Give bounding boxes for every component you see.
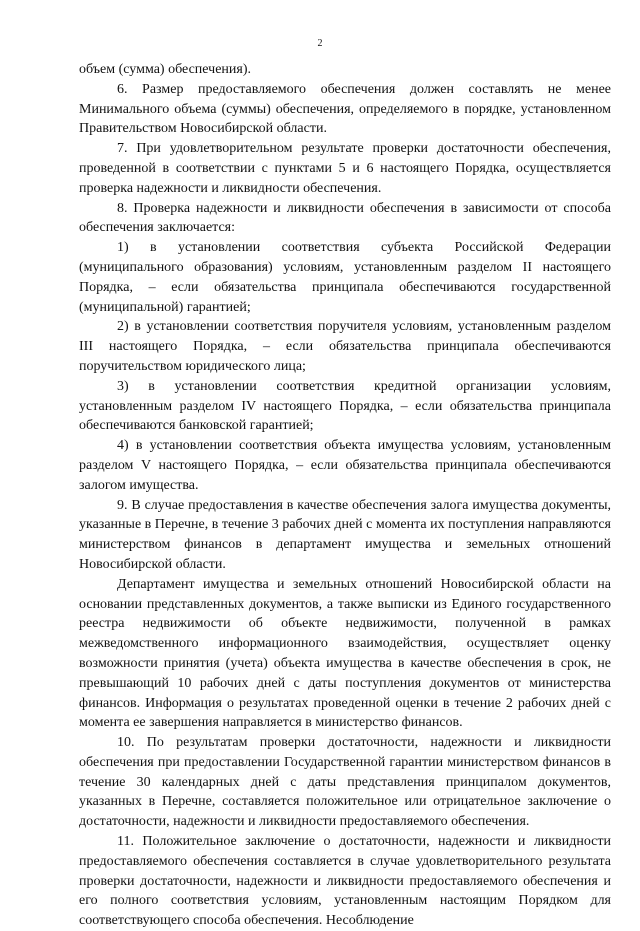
- document-body: [79, 60, 611, 931]
- paragraph-item-7: 7. При удовлетворительном результате проверки достаточности обеспечения, проведенной в соответствии с пунктами 5 и 6 настоящего Порядка, осуществляется проверка надежности и ликвидности обеспечения.: [79, 141, 611, 196]
- paragraph-item-8: 8. Проверка надежности и ликвидности обеспечения в зависимости от способа обеспечения заключается:: [79, 200, 611, 236]
- paragraph-item-6: 6. Размер предоставляемого обеспечения должен составлять не менее Минимального объема (суммы) обеспечения, определяемого в порядке, установленном Правительством Новосибирской области.: [79, 81, 611, 137]
- paragraph-item-11: 11. Положительное заключение о достаточности, надежности и ликвидности предоставляемого обеспечения составляется в случае удовлетворительного результата проверки достаточности, надежности и ликвидности предоставляемого обеспечения и его полного соответствия условиям, установленным настоящим Порядком для соответствующего способа обеспечения. Несоблюдение: [79, 834, 611, 929]
- paragraph-item-9: 9. В случае предоставления в качестве обеспечения залога имущества документы, указанные в Перечне, в течение 3 рабочих дней с момента их поступления направляются министерством финансов в департамент имущества и земельных отношений Новосибирской области.: [79, 497, 611, 572]
- subitem-2: 2) в установлении соответствия поручителя условиям, установленным разделом III настоящего Порядка, – если обязательства принципала обеспечиваются поручительством юридического лица;: [79, 319, 611, 374]
- paragraph-item-10: 10. По результатам проверки достаточности, надежности и ликвидности обеспечения при предоставлении Государственной гарантии министерством финансов в течение 30 календарных дней с даты представления принципалом документов, указанных в Перечне, составляется положительное или отрицательное заключение о достаточности, надежности и ликвидности предоставляемого обеспечения.: [79, 735, 611, 830]
- subitem-3: 3) в установлении соответствия кредитной организации условиям, установленным разделом IV настоящего Порядка, – если обязательства принципала обеспечиваются банковской гарантией;: [79, 378, 611, 434]
- paragraph-department: Департамент имущества и земельных отношений Новосибирской области на основании представленных документов, а также выписки из Единого государственного реестра недвижимости об объекте недвижимости, полученной в рамках межведомственного информационного взаимодействия, осуществляет оценку возможности принятия (учета) объекта имущества в качестве обеспечения в срок, не превышающий 10 рабочих дней с даты поступления документов от министерства финансов. Информация о результатах проведенной оценки в течение 2 рабочих дней с момента ее завершения направляется в министерство финансов.: [79, 576, 611, 731]
- paragraph-continuation: объем (сумма) обеспечения).: [79, 62, 252, 77]
- subitem-1: 1) в установлении соответствия субъекта Российской Федерации (муниципального образования) условиям, установленным разделом II настоящего Порядка, – если обязательства принципала обеспечиваются государственной (муниципальной) гарантией;: [79, 240, 611, 315]
- subitem-4: 4) в установлении соответствия объекта имущества условиям, установленным разделом V настоящего Порядка, – если обязательства принципала обеспечиваются залогом имущества.: [79, 438, 611, 493]
- page-number: 2: [317, 38, 323, 49]
